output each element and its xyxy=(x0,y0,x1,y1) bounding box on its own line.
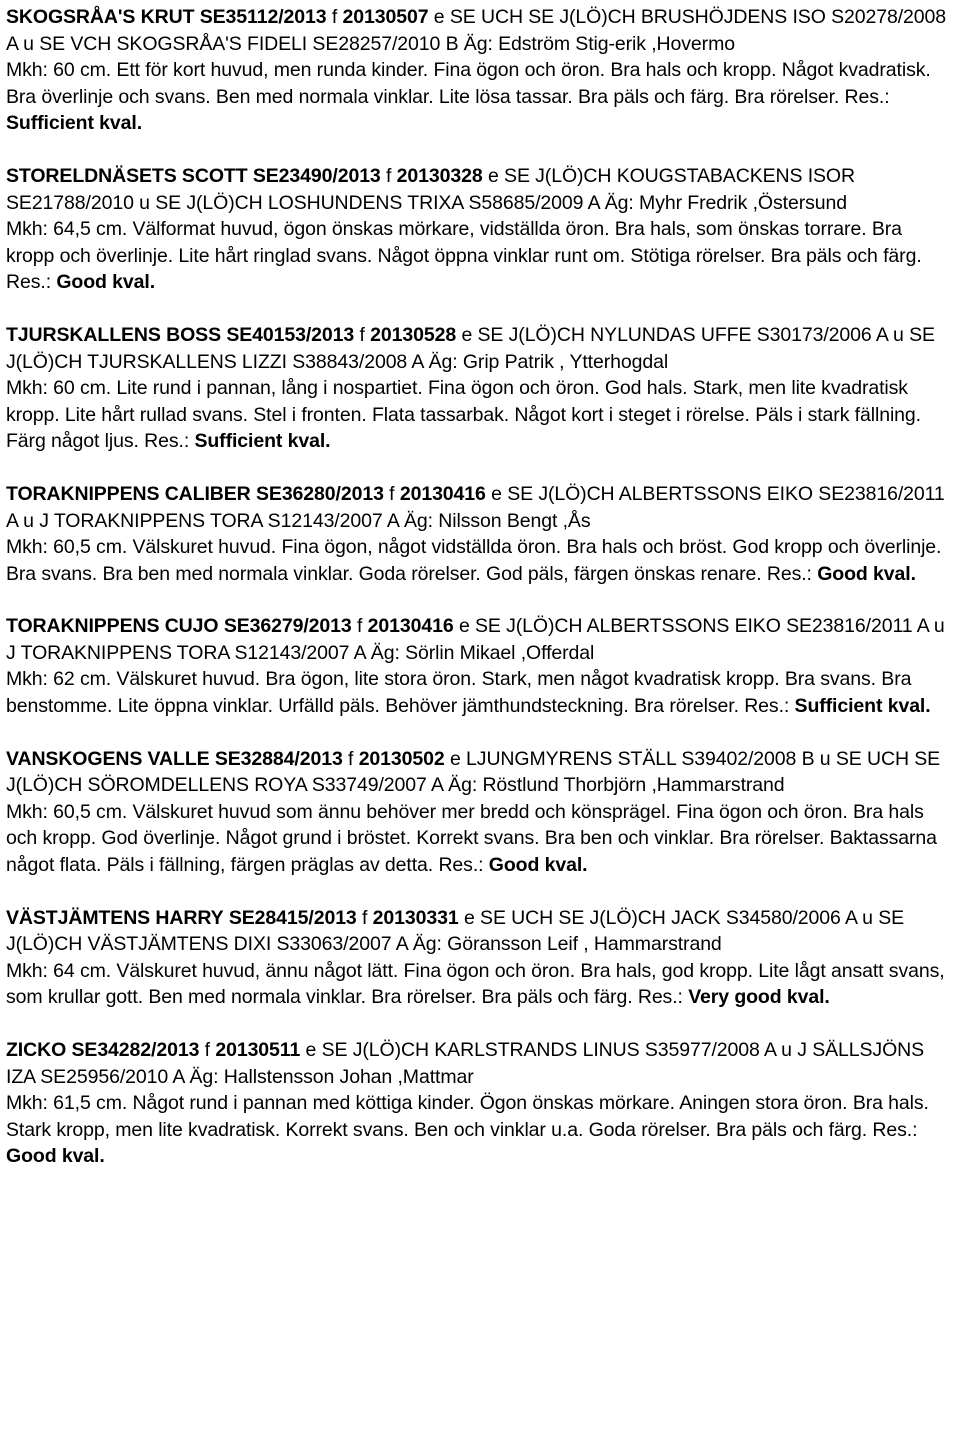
parents-owner: e SE J(LÖ)CH ALBERTSSONS EIKO SE23816/2011 A u J TORAKNIPPENS TORA S12143/2007 A Äg: Sörlin Mikael ,Offerdal xyxy=(6,615,945,664)
parents-owner: e SE UCH SE J(LÖ)CH JACK S34580/2006 A u SE J(LÖ)CH VÄSTJÄMTENS DIXI S33063/2007 A Äg: Göransson Leif , Hammarstrand xyxy=(6,906,905,956)
critique-text: Mkh: 62 cm. Välskuret huvud. Bra ögon, lite stora öron. Stark, men något kvadratisk kropp. Bra svans. Bra benstomme. Lite öppna vinklar. Urfälld päls. Behöver jämthundsteckning. Bra rörelser. Res.: xyxy=(6,668,912,718)
birth-date: 20130416 xyxy=(399,482,486,505)
registration-number: SE34282/2013 xyxy=(71,1039,200,1061)
sex: f xyxy=(204,1039,210,1061)
result-grade: Sufficient kval. xyxy=(794,695,931,718)
birth-date: 20130507 xyxy=(342,6,429,28)
registration-number: SE36279/2013 xyxy=(223,615,352,638)
critique-text: Mkh: 60 cm. Lite rund i pannan, lång i nospartiet. Fina ögon och öron. God hals. Stark, men lite kvadratisk kropp. Lite hårt rullad svans. Stel i fronten. Flata tassarbak. Något kort i steget i rörelse. Päls i stark fällning. Färg något ljus. Res.: xyxy=(6,377,921,453)
critique-text: Mkh: 60 cm. Ett för kort huvud, men runda kinder. Fina ögon och öron. Bra hals och kropp. Något kvadratisk. Bra överlinje och svans. Ben med normala vinklar. Lite lösa tassar. Bra päls och färg. Bra rörelser. Res.: xyxy=(6,59,931,108)
sex: f xyxy=(356,615,363,638)
birth-date: 20130331 xyxy=(372,906,459,929)
result-grade: Sufficient kval. xyxy=(194,430,331,453)
registration-number: SE32884/2013 xyxy=(214,747,343,770)
dog-entry xyxy=(6,1037,954,1170)
dog-entry xyxy=(6,163,954,296)
birth-date: 20130528 xyxy=(370,323,457,346)
sex: f xyxy=(386,164,392,187)
dog-entry xyxy=(6,613,954,719)
dog-entry xyxy=(6,481,954,587)
dog-name: TORAKNIPPENS CUJO xyxy=(6,615,219,638)
birth-date: 20130328 xyxy=(396,164,483,187)
result-grade: Very good kval. xyxy=(688,986,830,1009)
registration-number: SE36280/2013 xyxy=(256,482,384,505)
parents-owner: e SE J(LÖ)CH NYLUNDAS UFFE S30173/2006 A u SE J(LÖ)CH TJURSKALLENS LIZZI S38843/2008 A Äg: Grip Patrik , Ytterhogdal xyxy=(6,323,935,373)
result-grade: Sufficient kval. xyxy=(6,112,143,135)
critique-text: Mkh: 64,5 cm. Välformat huvud, ögon önskas mörkare, vidställda öron. Bra hals, som önskas torrare. Bra kropp och överlinje. Lite hårt ringlad svans. Något öppna vinklar runt om. Stötiga rörelser. Bra päls och färg. Res.: xyxy=(6,218,922,294)
dog-name: VANSKOGENS VALLE xyxy=(6,747,210,770)
parents-owner: e SE J(LÖ)CH KARLSTRANDS LINUS S35977/2008 A u J SÄLLSJÖNS IZA SE25956/2010 A Äg: Hallstensson Johan ,Mattmar xyxy=(6,1039,925,1088)
parents-owner: e SE J(LÖ)CH KOUGSTABACKENS ISOR SE21788/2010 u SE J(LÖ)CH LOSHUNDENS TRIXA S58685/2009 A Äg: Myhr Fredrik ,Östersund xyxy=(6,164,855,214)
critique-text: Mkh: 64 cm. Välskuret huvud, ännu något lätt. Fina ögon och öron. Bra hals, god kropp. Lite lågt ansatt svans, som krullar gott. Ben med normala vinklar. Bra rörelser. Bra päls och färg. Res.: xyxy=(6,959,945,1009)
critique-text: Mkh: 60,5 cm. Välskuret huvud. Fina ögon, något vidställda öron. Bra hals och bröst. God kropp och överlinje. Bra svans. Bra ben med normala vinklar. Goda rörelser. God päls, färgen önskas renare. Res.: xyxy=(6,536,942,585)
dog-entry xyxy=(6,905,954,1011)
registration-number: SE40153/2013 xyxy=(226,323,355,346)
parents-owner: e LJUNGMYRENS STÄLL S39402/2008 B u SE UCH SE J(LÖ)CH SÖROMDELLENS ROYA S33749/2007 A Äg: Röstlund Thorbjörn ,Hammarstrand xyxy=(6,747,941,797)
sex: f xyxy=(389,482,395,505)
sex: f xyxy=(359,323,365,346)
birth-date: 20130416 xyxy=(367,615,454,638)
birth-date: 20130502 xyxy=(358,747,445,770)
parents-owner: e SE UCH SE J(LÖ)CH BRUSHÖJDENS ISO S20278/2008 A u SE VCH SKOGSRÅA'S FIDELI SE28257/2010 B Äg: Edström Stig-erik ,Hovermo xyxy=(6,6,947,55)
critique-text: Mkh: 60,5 cm. Välskuret huvud som ännu behöver mer bredd och könsprägel. Fina ögon och öron. Bra hals och kropp. God överlinje. Något grund i bröstet. Korrekt svans. Bra ben och vinklar. Bra rörelser. Baktassarna något flata. Päls i fällning, färgen präglas av detta. Res.: xyxy=(6,800,937,877)
parents-owner: e SE J(LÖ)CH ALBERTSSONS EIKO SE23816/2011 A u J TORAKNIPPENS TORA S12143/2007 A Äg: Nilsson Bengt ,Ås xyxy=(6,482,945,532)
result-grade: Good kval. xyxy=(56,271,156,294)
result-grade: Good kval. xyxy=(817,562,916,585)
dog-name: ZICKO xyxy=(6,1039,67,1061)
sex: f xyxy=(348,747,354,770)
critique-text: Mkh: 61,5 cm. Något rund i pannan med köttiga kinder. Ögon önskas mörkare. Aningen stora öron. Bra hals. Stark kropp, men lite kvadratisk. Korrekt svans. Ben och vinklar u.a. Goda rörelser. Bra päls och färg. Res.: xyxy=(6,1092,929,1141)
dog-entry xyxy=(6,4,954,137)
registration-number: SE23490/2013 xyxy=(252,164,381,187)
dog-entry xyxy=(6,322,954,455)
dog-entry xyxy=(6,746,954,879)
result-grade: Good kval. xyxy=(6,1145,105,1168)
dog-name: SKOGSRÅA'S KRUT xyxy=(6,6,195,28)
dog-name: TJURSKALLENS BOSS xyxy=(6,323,221,346)
sex: f xyxy=(331,6,338,28)
dog-name: VÄSTJÄMTENS HARRY xyxy=(6,906,224,929)
dog-name: STORELDNÄSETS SCOTT xyxy=(6,164,248,187)
result-grade: Good kval. xyxy=(488,854,588,877)
birth-date: 20130511 xyxy=(215,1039,301,1061)
registration-number: SE28415/2013 xyxy=(228,906,357,929)
registration-number: SE35112/2013 xyxy=(199,6,327,28)
sex: f xyxy=(362,906,368,929)
dog-name: TORAKNIPPENS CALIBER xyxy=(6,482,251,505)
